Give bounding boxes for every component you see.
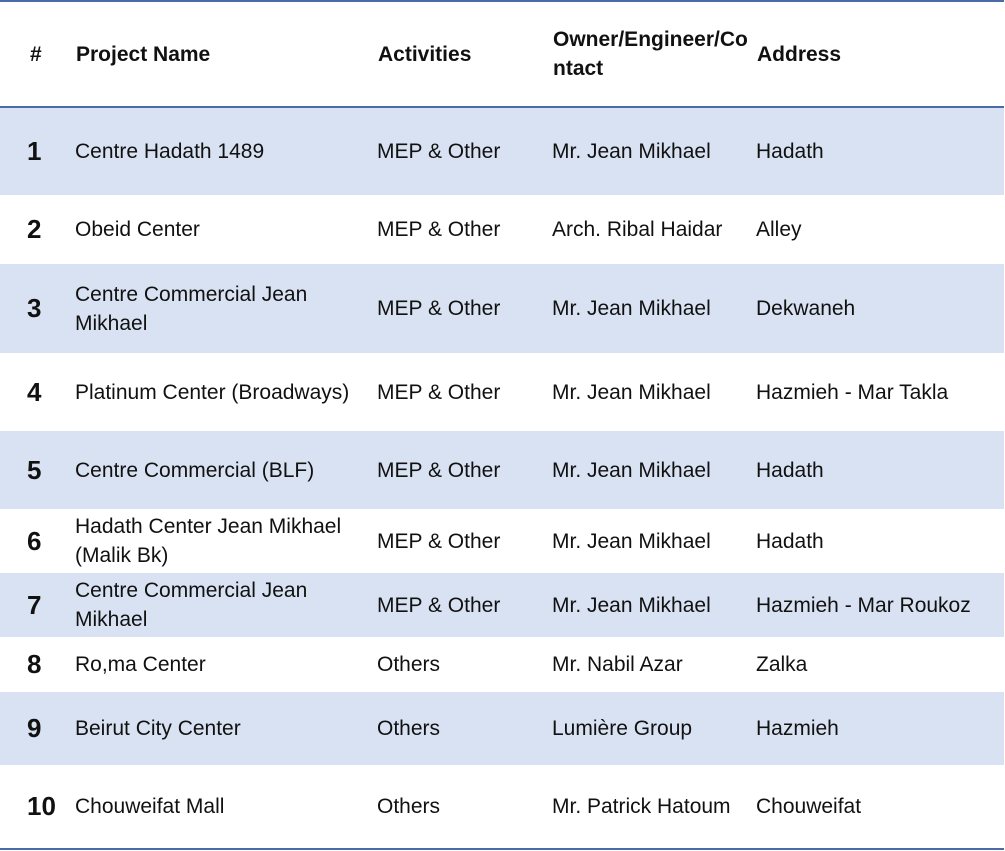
address-cell: Hadath — [756, 458, 824, 482]
header-owner-engineer-contact: Owner/Engineer/Contact — [553, 28, 748, 80]
address-cell: Hazmieh — [756, 717, 839, 740]
table-row — [0, 264, 1004, 353]
activities-cell: MEP & Other — [377, 529, 501, 553]
project-name-cell: Centre Hadath 1489 — [75, 140, 265, 163]
owner-cell: Arch. Ribal Haidar — [552, 218, 723, 241]
project-name-cell: Beirut City Center — [75, 717, 241, 740]
row-number: 9 — [27, 713, 42, 743]
project-name-cell: Ro,ma Center — [75, 653, 206, 676]
project-name-cell: Centre Commercial Jean Mikhael — [75, 579, 308, 631]
owner-cell: Mr. Jean Mikhael — [552, 297, 711, 320]
owner-cell: Mr. Jean Mikhael — [552, 380, 711, 404]
table-row — [0, 573, 1004, 637]
project-name-cell: Centre Commercial Jean Mikhael — [75, 282, 308, 335]
activities-cell: MEP & Other — [377, 380, 501, 404]
table-row — [0, 637, 1004, 692]
table-row — [0, 509, 1004, 573]
row-number: 5 — [27, 454, 42, 485]
project-name-cell: Platinum Center (Broadways) — [75, 380, 350, 404]
owner-cell: Mr. Nabil Azar — [552, 653, 683, 676]
activities-cell: MEP & Other — [377, 140, 501, 163]
address-cell: Alley — [756, 218, 802, 241]
row-number: 7 — [27, 589, 42, 620]
table-row — [0, 195, 1004, 264]
owner-cell: Mr. Jean Mikhael — [552, 140, 711, 163]
header-activities: Activities — [378, 42, 472, 66]
owner-cell: Lumière Group — [552, 717, 693, 740]
row-number: 4 — [27, 376, 42, 407]
table-row — [0, 353, 1004, 431]
table-row — [0, 108, 1004, 195]
activities-cell: MEP & Other — [377, 458, 501, 482]
table-header — [0, 2, 1004, 106]
header-project-name: Project Name — [76, 42, 211, 66]
activities-cell: Others — [377, 717, 441, 740]
address-cell: Hazmieh - Mar Roukoz — [756, 593, 971, 617]
address-cell: Dekwaneh — [756, 297, 856, 320]
row-number: 10 — [27, 791, 56, 821]
address-cell: Hadath — [756, 140, 824, 163]
table-row — [0, 431, 1004, 509]
project-name-cell: Obeid Center — [75, 218, 200, 241]
address-cell: Hazmieh - Mar Takla — [756, 380, 949, 404]
activities-cell: Others — [377, 795, 441, 818]
owner-cell: Mr. Jean Mikhael — [552, 529, 711, 553]
address-cell: Hadath — [756, 529, 824, 553]
owner-cell: Mr. Jean Mikhael — [552, 458, 711, 482]
header-number: # — [30, 42, 42, 66]
row-number: 3 — [27, 293, 42, 323]
activities-cell: MEP & Other — [377, 297, 501, 320]
row-number: 2 — [27, 214, 42, 244]
row-number: 6 — [27, 525, 42, 556]
activities-cell: MEP & Other — [377, 593, 501, 617]
header-address: Address — [757, 42, 842, 66]
project-name-cell: Hadath Center Jean Mikhael (Malik Bk) — [75, 515, 342, 567]
row-number: 1 — [27, 136, 42, 166]
owner-cell: Mr. Jean Mikhael — [552, 593, 711, 617]
owner-cell: Mr. Patrick Hatoum — [552, 795, 731, 818]
address-cell: Chouweifat — [756, 795, 862, 818]
activities-cell: MEP & Other — [377, 218, 501, 241]
table-bottom-rule — [0, 848, 1004, 850]
address-cell: Zalka — [756, 653, 808, 676]
activities-cell: Others — [377, 653, 441, 676]
project-name-cell: Chouweifat Mall — [75, 795, 225, 818]
table-row — [0, 765, 1004, 848]
row-number: 8 — [27, 649, 42, 679]
table-row — [0, 692, 1004, 765]
project-name-cell: Centre Commercial (BLF) — [75, 458, 315, 482]
